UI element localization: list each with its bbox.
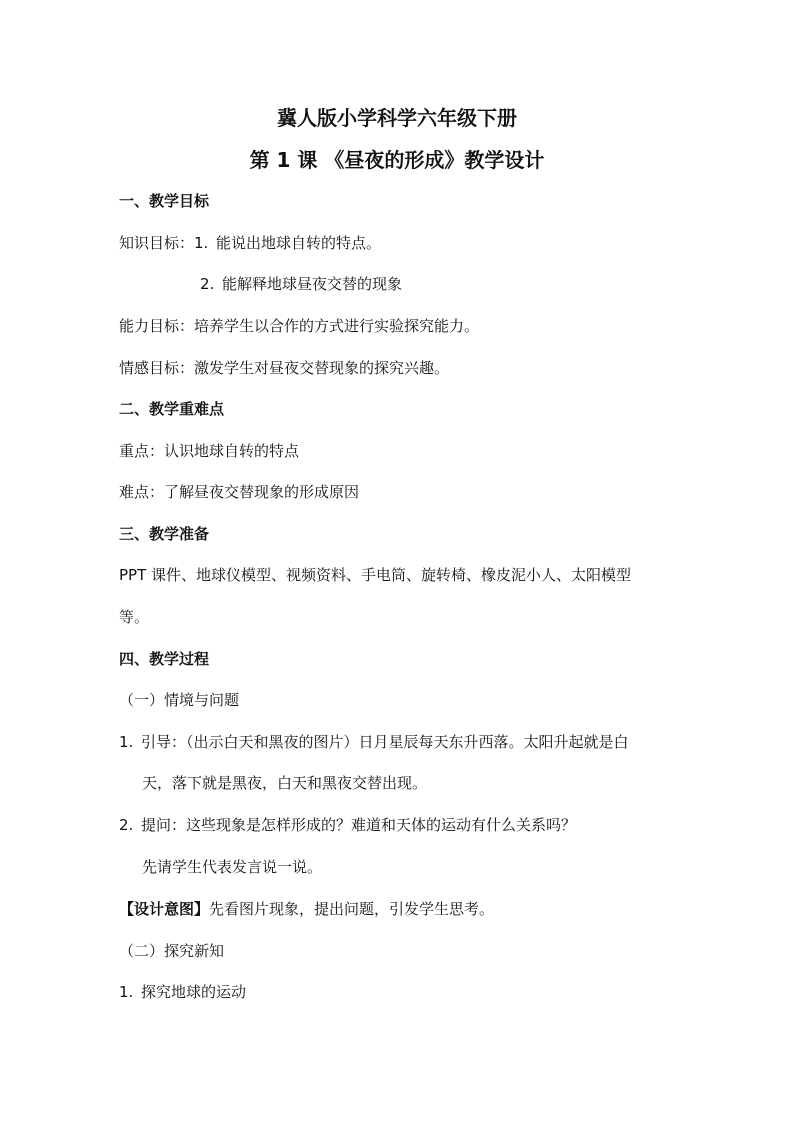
key-point: 重点：认识地球自转的特点 <box>119 442 300 460</box>
step-1-line-1 <box>119 731 629 753</box>
step-2-text: 提问：这些现象是怎样形成的？难道和天体的运动有什么关系吗？ <box>141 816 577 834</box>
knowledge-item-1-number: 1. <box>194 234 209 252</box>
step-1-number: 1. <box>119 733 134 751</box>
part-title-explore: （二）探究新知 <box>119 942 225 960</box>
step-2-line-2: 先请学生代表发言说一说。 <box>142 858 323 876</box>
step-2-line-1 <box>119 814 576 836</box>
difficult-point: 难点：了解昼夜交替现象的形成原因 <box>119 483 360 501</box>
design-intent-text: 先看图片现象，提出问题，引发学生思考。 <box>209 900 495 918</box>
knowledge-item-2-number: 2. <box>200 275 215 293</box>
document-title-series: 冀人版小学科学六年级下册 <box>277 106 517 130</box>
step-3-text: 探究地球的运动 <box>141 983 247 1001</box>
step-1-line-2: 天，落下就是黑夜，白天和黑夜交替出现。 <box>142 774 428 792</box>
part-title-situation: （一）情境与问题 <box>119 691 240 709</box>
document-title-lesson: 第 1 课 《昼夜的形成》教学设计 <box>249 148 545 172</box>
step-3-number: 1. <box>119 983 134 1001</box>
materials-line-1: PPT 课件、地球仪模型、视频资料、手电筒、旋转椅、橡皮泥小人、太阳模型 <box>119 566 632 584</box>
design-intent-label: 【设计意图】 <box>119 900 210 918</box>
section-heading-objectives: 一、教学目标 <box>119 192 210 210</box>
materials-line-2: 等。 <box>119 608 150 626</box>
ability-objective: 能力目标：培养学生以合作的方式进行实验探究能力。 <box>119 317 480 335</box>
step-3 <box>119 981 246 1003</box>
section-heading-preparation: 三、教学准备 <box>119 525 210 543</box>
knowledge-item-2-text: 能解释地球昼夜交替的现象 <box>222 275 403 293</box>
knowledge-objective-label: 知识目标： <box>119 234 195 252</box>
knowledge-objective-item-2 <box>200 273 402 295</box>
step-2-number: 2. <box>119 816 134 834</box>
knowledge-item-1-text: 能说出地球自转的特点。 <box>216 234 382 252</box>
design-intent <box>119 898 494 920</box>
section-heading-key-points: 二、教学重难点 <box>119 400 225 418</box>
step-1-text: 引导：（出示白天和黑夜的图片）日月星辰每天东升西落。太阳升起就是白 <box>141 733 629 751</box>
section-heading-process: 四、教学过程 <box>119 650 210 668</box>
knowledge-objective-item-1 <box>119 232 381 254</box>
emotion-objective: 情感目标：激发学生对昼夜交替现象的探究兴趣。 <box>119 359 450 377</box>
